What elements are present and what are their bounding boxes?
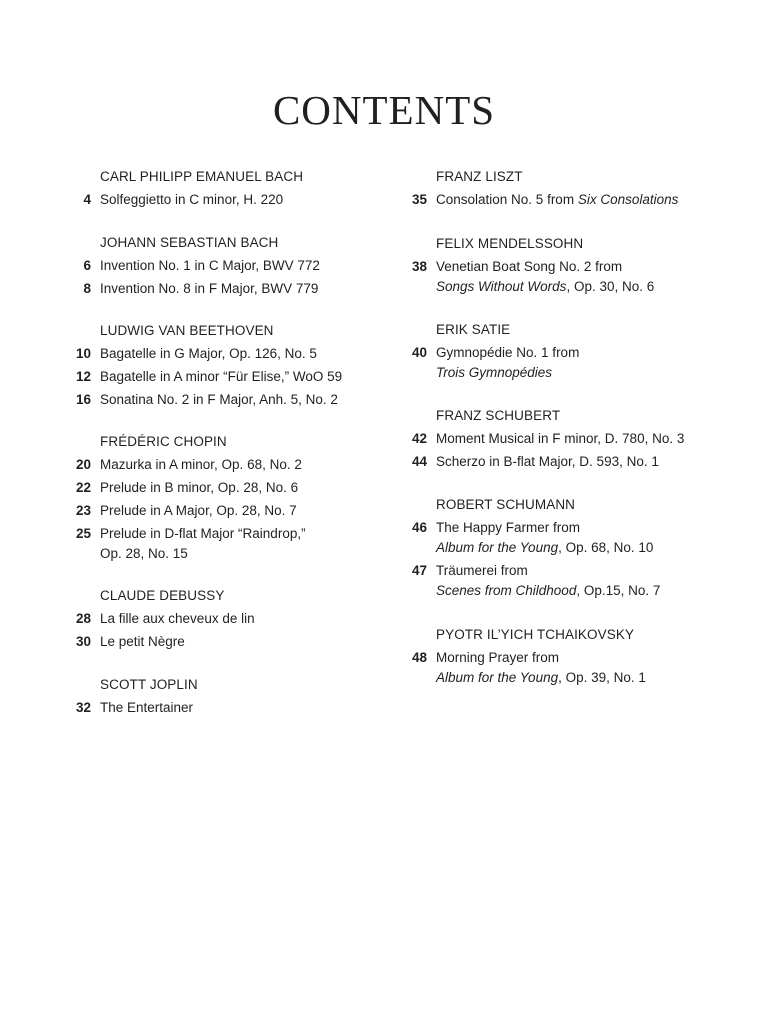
piece-title-continuation: , Op.15, No. 7	[576, 583, 661, 598]
piece-title	[100, 501, 385, 521]
composer-group	[55, 232, 385, 299]
page-number: 4	[83, 192, 91, 207]
toc-entry[interactable]	[391, 648, 731, 688]
piece-title	[436, 648, 731, 688]
toc-entry[interactable]	[55, 501, 385, 521]
piece-title-text: Consolation No. 5 from	[436, 192, 578, 207]
piece-title-continuation: Op. 28, No. 15	[100, 546, 188, 561]
piece-title	[100, 256, 385, 276]
toc-entry[interactable]	[55, 190, 385, 210]
piece-title-text: The Happy Farmer from	[436, 520, 581, 535]
composer-name: CLAUDE DEBUSSY	[100, 588, 225, 603]
page-number: 25	[75, 526, 91, 541]
piece-title	[100, 190, 385, 210]
piece-collection-title: Six Consolations	[577, 192, 679, 207]
piece-title	[100, 478, 385, 498]
composer-name: LUDWIG VAN BEETHOVEN	[100, 323, 274, 338]
piece-title	[100, 632, 385, 652]
piece-title-text: Invention No. 1 in C Major, BWV 772	[100, 258, 320, 273]
piece-title-continuation: , Op. 39, No. 1	[558, 670, 646, 685]
page-number: 23	[75, 503, 91, 518]
toc-entry[interactable]	[391, 452, 731, 472]
composer-group	[391, 166, 731, 210]
page-title: CONTENTS	[272, 87, 496, 133]
piece-title	[100, 279, 385, 299]
composer-group	[55, 166, 385, 210]
page-number: 20	[75, 457, 91, 472]
piece-title	[436, 561, 731, 601]
piece-title-text: Bagatelle in A minor “Für Elise,” WoO 59	[100, 369, 343, 384]
piece-title	[436, 518, 731, 558]
piece-title	[436, 257, 731, 297]
composer-name: ROBERT SCHUMANN	[436, 497, 576, 512]
page-number: 46	[411, 520, 427, 535]
composer-group	[391, 319, 731, 383]
piece-title-text: Prelude in A Major, Op. 28, No. 7	[100, 503, 297, 518]
piece-title	[100, 455, 385, 475]
composer-group	[55, 431, 385, 564]
composer-name: CARL PHILIPP EMANUEL BACH	[100, 169, 304, 184]
piece-title-text: Moment Musical in F minor, D. 780, No. 3	[436, 431, 685, 446]
piece-title	[100, 698, 385, 718]
right-column	[391, 166, 731, 691]
piece-title-text: Le petit Nègre	[100, 634, 185, 649]
composer-name: FRANZ SCHUBERT	[436, 408, 561, 423]
page-number: 42	[411, 431, 427, 446]
piece-title	[100, 344, 385, 364]
composer-name: FELIX MENDELSSOHN	[436, 236, 584, 251]
left-column	[55, 166, 385, 721]
piece-title-text: Invention No. 8 in F Major, BWV 779	[100, 281, 319, 296]
toc-entry[interactable]	[391, 561, 731, 601]
composer-group	[391, 405, 731, 472]
piece-title-continuation: , Op. 30, No. 6	[566, 279, 655, 294]
page-number: 32	[75, 700, 91, 715]
page-number: 47	[411, 563, 427, 578]
toc-entry[interactable]	[55, 279, 385, 299]
page-number: 16	[75, 392, 91, 407]
page-number: 10	[75, 346, 91, 361]
piece-title-text: La fille aux cheveux de lin	[100, 611, 255, 626]
page-number: 30	[75, 634, 91, 649]
composer-group	[391, 233, 731, 297]
piece-title	[436, 190, 731, 210]
piece-title	[436, 343, 731, 383]
page-number: 22	[75, 480, 91, 495]
toc-entry[interactable]	[55, 478, 385, 498]
toc-entry[interactable]	[55, 524, 385, 564]
toc-entry[interactable]	[55, 390, 385, 410]
piece-title-text: The Entertainer	[100, 700, 194, 715]
composer-name: FRÉDÉRIC CHOPIN	[100, 434, 227, 449]
piece-title-text: Venetian Boat Song No. 2 from	[436, 259, 623, 274]
piece-title	[100, 367, 385, 387]
composer-name: ERIK SATIE	[436, 322, 511, 337]
piece-collection-title: Songs Without Words	[436, 279, 567, 294]
piece-title-text: Gymnopédie No. 1 from	[436, 345, 580, 360]
piece-title-text: Bagatelle in G Major, Op. 126, No. 5	[100, 346, 317, 361]
page-number: 44	[411, 454, 427, 469]
composer-group	[391, 624, 731, 688]
piece-title	[100, 609, 385, 629]
piece-title-text: Prelude in D-flat Major “Raindrop,”	[100, 526, 306, 541]
piece-title	[100, 390, 385, 410]
piece-title-text: Solfeggietto in C minor, H. 220	[100, 192, 284, 207]
composer-group	[55, 320, 385, 410]
piece-collection-title: Trois Gymnopédies	[436, 365, 553, 380]
page-number: 35	[411, 192, 427, 207]
piece-collection-title: Scenes from Childhood	[436, 583, 577, 598]
toc-entry[interactable]	[55, 256, 385, 276]
composer-name: SCOTT JOPLIN	[100, 677, 198, 692]
piece-title-continuation: , Op. 68, No. 10	[558, 540, 654, 555]
toc-entry[interactable]	[55, 367, 385, 387]
toc-entry[interactable]	[391, 190, 731, 210]
composer-group	[55, 585, 385, 652]
piece-title-text: Mazurka in A minor, Op. 68, No. 2	[100, 457, 302, 472]
toc-entry[interactable]	[391, 518, 731, 558]
page-number: 8	[83, 281, 91, 296]
toc-entry[interactable]	[55, 455, 385, 475]
composer-name: PYOTR IL’YICH TCHAIKOVSKY	[436, 627, 635, 642]
composer-name: JOHANN SEBASTIAN BACH	[100, 235, 279, 250]
piece-collection-title: Album for the Young	[436, 670, 559, 685]
composer-group	[391, 494, 731, 601]
toc-entry[interactable]	[391, 429, 731, 449]
toc-entry[interactable]	[55, 632, 385, 652]
toc-entry[interactable]	[55, 609, 385, 629]
piece-title	[436, 452, 731, 472]
piece-title	[436, 429, 731, 449]
piece-title-text: Prelude in B minor, Op. 28, No. 6	[100, 480, 299, 495]
piece-title-text: Morning Prayer from	[436, 650, 560, 665]
page-number: 38	[411, 259, 427, 274]
piece-title	[100, 524, 385, 564]
piece-collection-title: Album for the Young	[436, 540, 559, 555]
composer-group	[55, 674, 385, 718]
page-number: 12	[75, 369, 91, 384]
composer-name: FRANZ LISZT	[436, 169, 523, 184]
toc-entry[interactable]	[391, 343, 731, 383]
toc-entry[interactable]	[55, 344, 385, 364]
toc-entry[interactable]	[391, 257, 731, 297]
piece-title-text: Scherzo in B-flat Major, D. 593, No. 1	[436, 454, 659, 469]
toc-entry[interactable]	[55, 698, 385, 718]
page-number: 28	[75, 611, 91, 626]
piece-title-text: Sonatina No. 2 in F Major, Anh. 5, No. 2	[100, 392, 338, 407]
page-number: 48	[411, 650, 427, 665]
page-number: 40	[411, 345, 427, 360]
page-number: 6	[83, 258, 91, 273]
piece-title-text: Träumerei from	[436, 563, 528, 578]
